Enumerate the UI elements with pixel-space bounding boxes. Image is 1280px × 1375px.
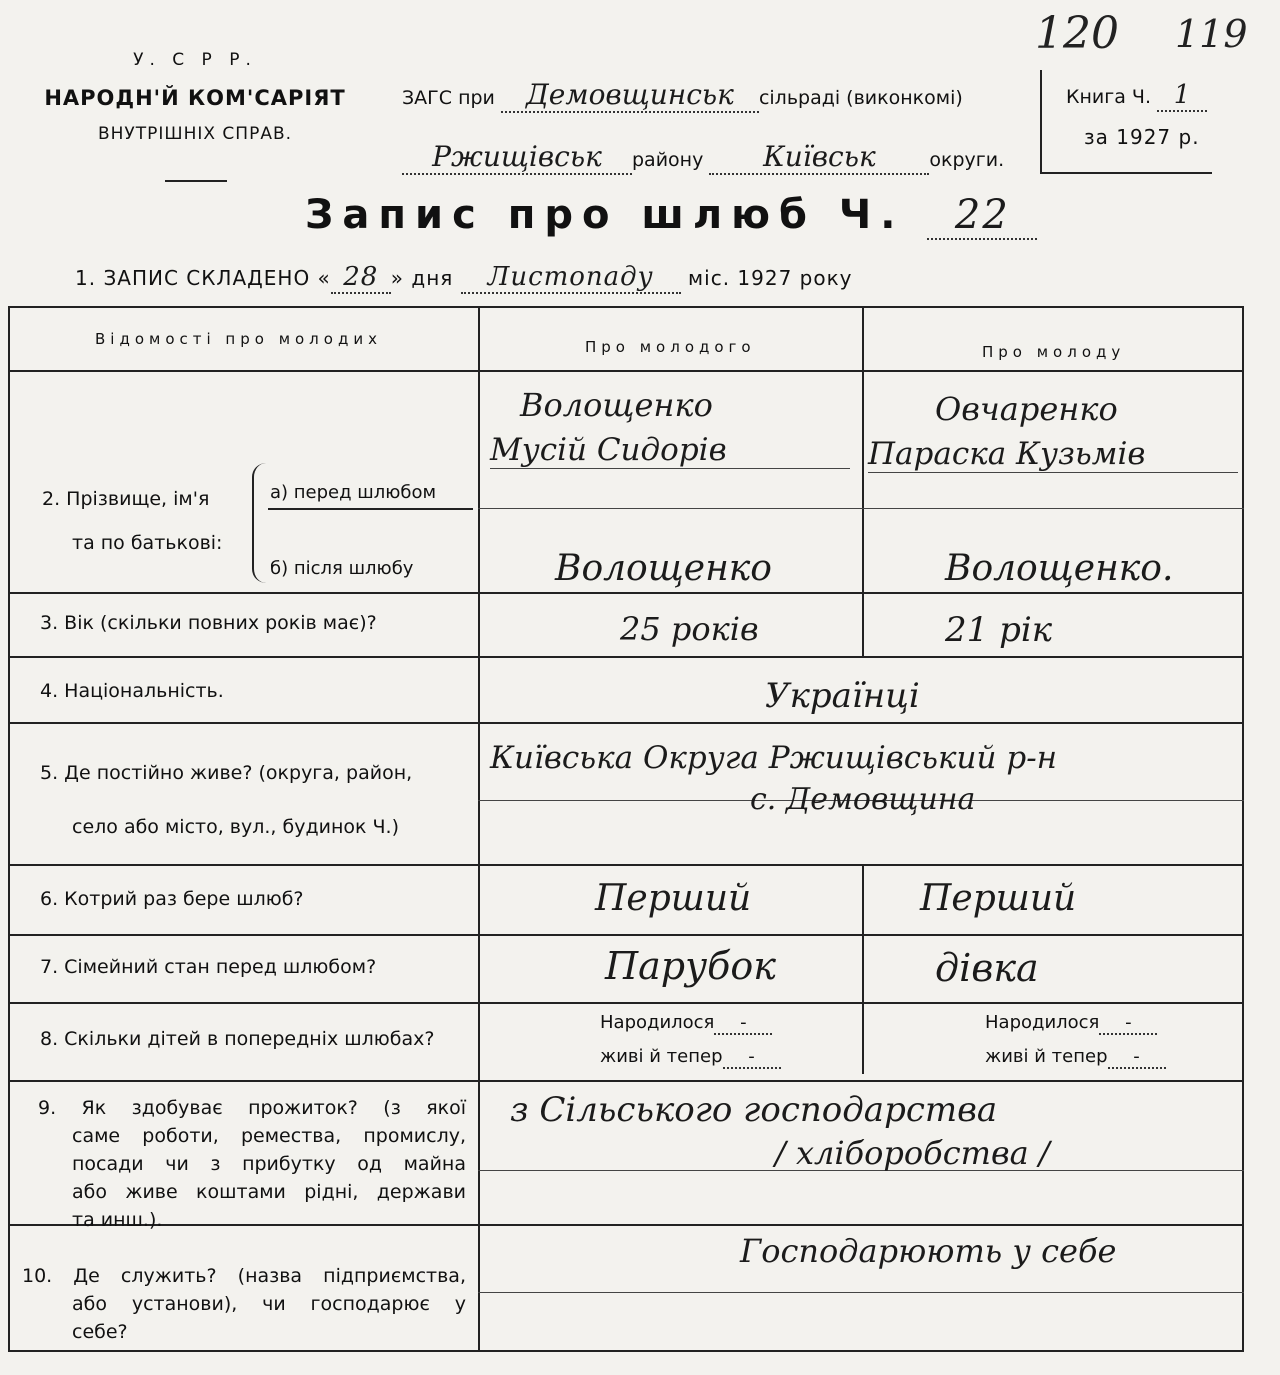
groom-surname-before: Волощенко	[520, 386, 713, 424]
row9-label-line3: посади чи з прибутку од майна	[72, 1153, 466, 1175]
okrug-label: округи.	[929, 149, 1005, 171]
row-line-header	[8, 370, 1244, 372]
record-month-value: Листопаду	[461, 262, 681, 294]
groom-surname-after: Волощенко	[555, 548, 772, 589]
row9-label	[38, 1094, 466, 1234]
groom-marital-status: Парубок	[605, 944, 776, 988]
zags-village-value: Демовщинськ	[501, 78, 759, 113]
header-divider	[165, 180, 227, 182]
corner-note-2: 119	[1175, 12, 1248, 56]
groom-alive-label: живі й тепер	[600, 1046, 723, 1067]
row8-label: 8. Скільки дітей в попередніх шлюбах?	[40, 1028, 435, 1050]
livelihood-value-line1: з Сільського господарства	[510, 1090, 998, 1130]
book-year: за 1927 р.	[1084, 125, 1200, 149]
row2-brace	[252, 463, 266, 583]
bride-alive-value: -	[1108, 1046, 1166, 1069]
row2-after-label: б) після шлюбу	[270, 558, 414, 579]
record-date-line	[75, 262, 853, 294]
column-divider-1	[478, 306, 480, 1352]
record-day-value: 28	[331, 262, 391, 294]
row9-label-line4: або живе коштами рідні, держави	[72, 1181, 466, 1203]
row10-label-line3: себе?	[72, 1321, 128, 1343]
employment-value: Господарюють у себе	[740, 1232, 1117, 1270]
residence-value-line1: Київська Округа Ржищівський р-н	[490, 740, 1058, 776]
row-line-2	[8, 592, 1244, 594]
bride-age: 21 рік	[945, 610, 1053, 650]
bride-born-line	[985, 1012, 1157, 1035]
record-suffix: міс. 1927 року	[688, 266, 853, 290]
nationality-value: Українці	[765, 676, 920, 716]
row3-label: 3. Вік (скільки повних років має)?	[40, 612, 377, 634]
column-header-bride: Про молоду	[982, 343, 1126, 361]
groom-born-value: -	[714, 1012, 772, 1035]
row9-label-line2: саме роботи, ремества, промислу,	[72, 1125, 466, 1147]
commissariat-label: НАРОДН'Й КОМ'САРІЯТ	[44, 86, 346, 110]
corner-note: 120	[1035, 8, 1119, 59]
row9-label-line1: 9. Як здобуває прожиток? (з якої	[38, 1097, 466, 1119]
zags-line	[402, 78, 963, 113]
record-day-suffix: » дня	[390, 266, 454, 290]
page-title	[305, 192, 1037, 240]
okrug-value: Київськ	[709, 140, 929, 175]
row4-label: 4. Національність.	[40, 680, 224, 702]
row10-label-line2: або установи), чи господарює у	[72, 1293, 466, 1315]
bride-born-value: -	[1099, 1012, 1157, 1035]
row2-before-label: а) перед шлюбом	[270, 482, 437, 503]
bride-marriage-count: Перший	[920, 878, 1077, 919]
bride-alive-line	[985, 1046, 1166, 1069]
column-header-groom: Про молодого	[585, 338, 756, 356]
issuer-block	[40, 50, 350, 144]
row-line-8	[8, 1080, 1244, 1082]
row2-label-line2: та по батькові:	[72, 532, 223, 554]
row-line-2a	[478, 508, 1244, 509]
ussr-label: У. С Р Р.	[133, 50, 257, 70]
row10-label-line1: 10. Де служить? (назва підприємства,	[22, 1265, 466, 1287]
groom-born-line	[600, 1012, 772, 1035]
district-line	[402, 140, 1004, 175]
groom-alive-value: -	[723, 1046, 781, 1069]
title-number-value: 22	[927, 192, 1037, 240]
row-line-4	[8, 722, 1244, 724]
column-header-info: Відомості про молодих	[95, 330, 382, 348]
row2-label-line1: 2. Прізвище, ім'я	[42, 488, 210, 510]
bride-marital-status: дівка	[935, 946, 1039, 990]
row6-label: 6. Котрий раз бере шлюб?	[40, 888, 304, 910]
row-line-5	[8, 864, 1244, 866]
groom-name-before: Мусій Сидорів	[490, 432, 850, 469]
column-divider-2-mid	[862, 864, 864, 1074]
livelihood-value-line2: / хліборобства /	[775, 1134, 1050, 1172]
groom-marriage-count: Перший	[595, 878, 752, 919]
column-divider-2-top	[862, 306, 864, 656]
record-prefix: 1. ЗАПИС СКЛАДЕНО «	[75, 266, 331, 290]
groom-age: 25 років	[620, 610, 759, 648]
row5-label-line2: село або місто, вул., будинок Ч.)	[72, 816, 399, 838]
bride-surname-before: Овчаренко	[935, 390, 1118, 428]
district-value: Ржищівськ	[402, 140, 632, 175]
row10-label	[22, 1262, 466, 1346]
groom-alive-line	[600, 1046, 781, 1069]
bride-name-before: Параска Кузьмів	[868, 436, 1238, 473]
row7-label: 7. Сімейний стан перед шлюбом?	[40, 956, 377, 978]
row9-label-line5: та инш.).	[72, 1209, 163, 1231]
zags-suffix: сільраді (виконкомі)	[758, 87, 963, 109]
row-line-10a	[478, 1292, 1244, 1293]
row-line-3	[8, 656, 1244, 658]
book-label: Книга Ч.	[1066, 86, 1151, 108]
bride-alive-label: живі й тепер	[985, 1046, 1108, 1067]
department-label: ВНУТРІШНІХ СПРАВ.	[97, 124, 293, 144]
residence-value-line2: с. Демовщина	[750, 782, 976, 817]
bride-surname-after: Волощенко.	[945, 548, 1174, 589]
zags-prefix: ЗАГС при	[402, 87, 495, 109]
book-number-line	[1066, 80, 1207, 112]
title-label: Запис про шлюб Ч.	[305, 192, 905, 238]
groom-born-label: Народилося	[600, 1012, 715, 1033]
row-line-6	[8, 934, 1244, 936]
row-line-7	[8, 1002, 1244, 1004]
row5-label-line1: 5. Де постійно живе? (округа, район,	[40, 762, 413, 784]
book-number-value: 1	[1157, 80, 1207, 112]
row2-sub-underline	[268, 508, 473, 510]
bride-born-label: Народилося	[985, 1012, 1100, 1033]
district-label: району	[632, 149, 704, 171]
